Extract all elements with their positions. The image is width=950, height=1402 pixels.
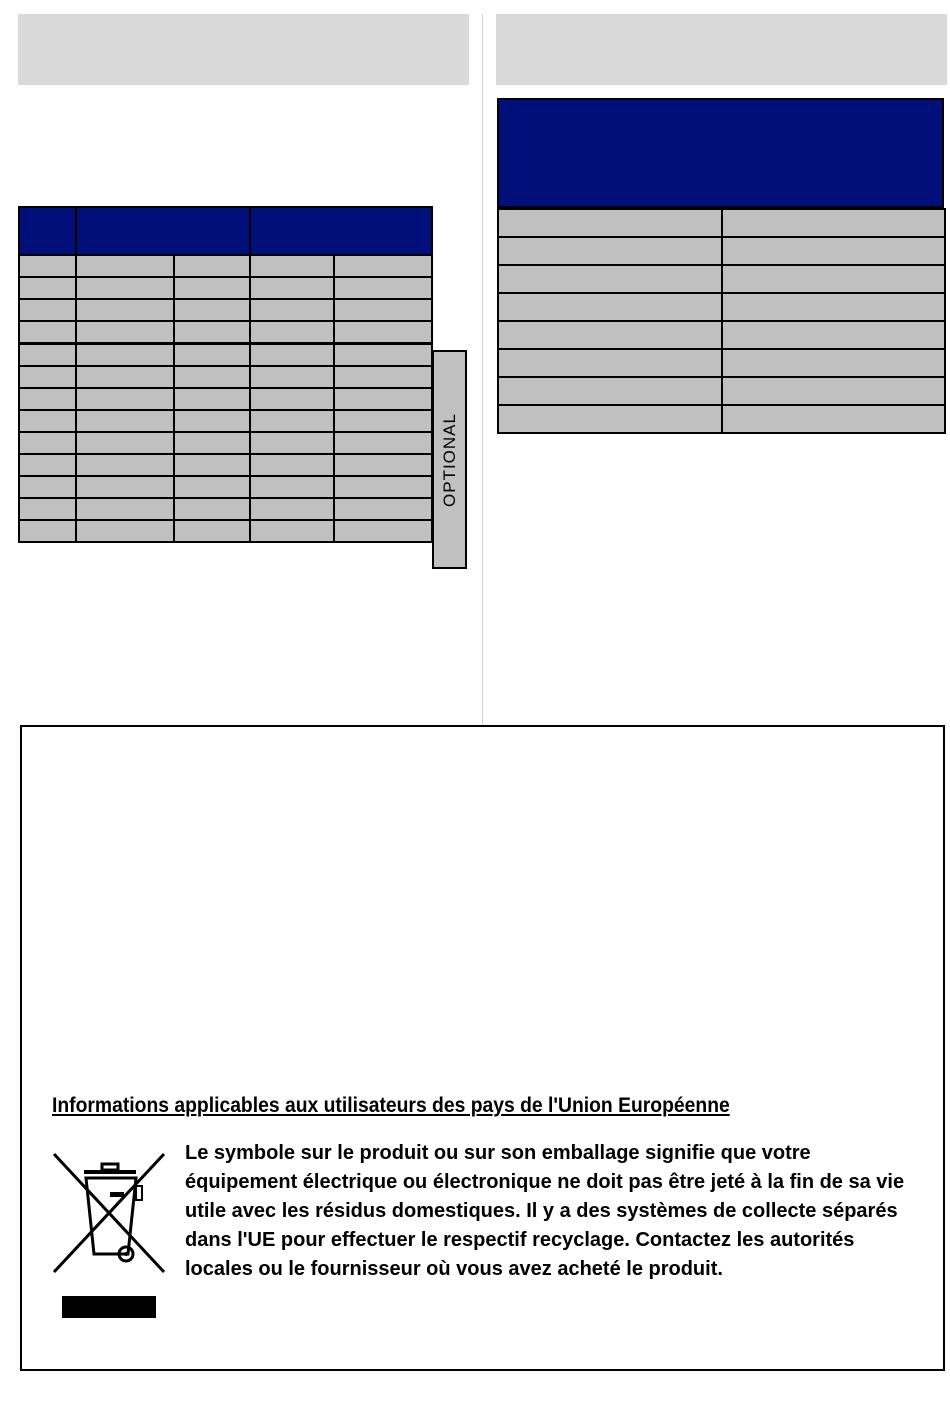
table-row xyxy=(19,432,432,454)
table-row xyxy=(19,299,432,321)
weee-crossed-bin-icon xyxy=(44,1142,172,1328)
eu-notice-title: Informations applicables aux utilisateurs des pays de l'Union Européenne xyxy=(52,1094,730,1117)
table-row xyxy=(19,410,432,432)
header-cell xyxy=(250,207,432,255)
right-section-header-bar xyxy=(496,14,947,85)
left-table-header-row xyxy=(19,207,432,255)
table-row xyxy=(19,344,432,367)
right-spec-table xyxy=(497,208,946,434)
table-row xyxy=(498,321,945,349)
left-section-header-bar xyxy=(18,14,469,85)
column-divider xyxy=(482,14,483,726)
table-row xyxy=(498,265,945,293)
table-row xyxy=(498,349,945,377)
table-row xyxy=(19,476,432,498)
header-cell xyxy=(76,207,250,255)
header-cell xyxy=(19,207,76,255)
table-row xyxy=(19,255,432,277)
table-row xyxy=(19,366,432,388)
left-spec-table xyxy=(18,206,433,543)
table-row xyxy=(19,520,432,542)
table-row xyxy=(19,277,432,299)
table-row xyxy=(498,237,945,265)
table-row xyxy=(498,293,945,321)
eu-notice-body: Le symbole sur le produit ou sur son emballage signifie que votre équipement électrique ou électronique ne doit pas être jeté à la fin de sa vie utile avec les résidus domestiques. Il y a des systèmes de collecte séparés dans l'UE pour effectuer le respectif recyclage. Contactez les autorités locales ou le fournisseur où vous avez acheté le produit. xyxy=(185,1142,905,1280)
table-row xyxy=(498,405,945,433)
table-row xyxy=(19,321,432,344)
optional-side-tab xyxy=(432,350,467,569)
right-table-header xyxy=(497,98,944,208)
table-row xyxy=(498,377,945,405)
optional-label: OPTIONAL xyxy=(439,412,459,507)
table-row xyxy=(19,388,432,410)
table-row xyxy=(19,498,432,520)
table-row xyxy=(498,209,945,237)
table-row xyxy=(19,454,432,476)
